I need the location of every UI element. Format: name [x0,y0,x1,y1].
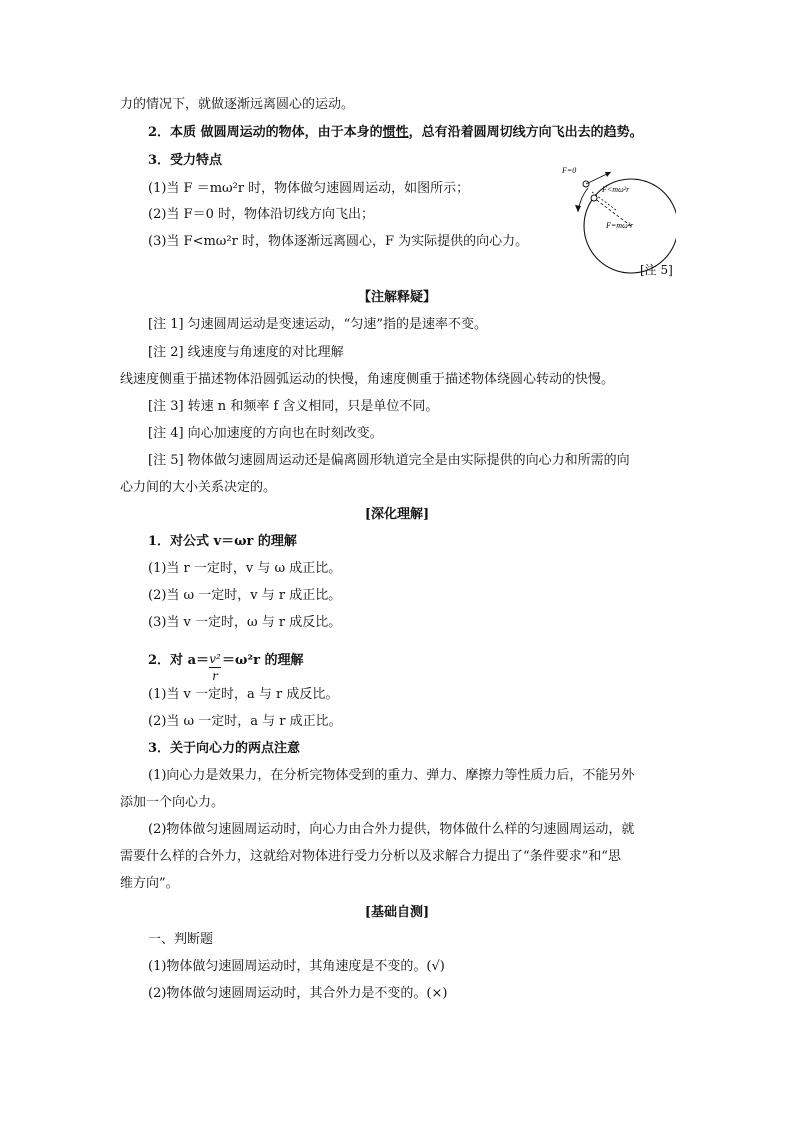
note-3: [注 3] 转速 n 和频率 f 含义相同，只是单位不同。 [148,399,439,414]
text-line: (1)当 v 一定时，a 与 r 成反比。 [148,687,339,702]
deep-item-2-prefix: 2．对 a＝ [148,653,209,668]
text-line: (2)当 F＝0 时，物体沿切线方向飞出； [148,207,374,222]
note-5: [注 5] 物体做匀速圆周运动还是偏离圆形轨道完全是由实际提供的向心力和所需的向 [148,453,630,468]
text-line: (1)当 r 一定时，v 与 ω 成正比。 [148,561,342,576]
text-line: (3)当 F<mω²r 时，物体逐渐远离圆心，F 为实际提供的向心力。 [148,234,529,249]
fraction [209,652,221,683]
note-1: [注 1] 匀速圆周运动是变速运动，“匀速”指的是速率不变。 [148,317,487,332]
quiz-item: (2)物体做匀速圆周运动时，其合外力是不变的。(×) [148,986,448,1001]
label-f-eq: F=mω²r [606,221,634,230]
text-line: (1)向心力是效果力，在分析完物体受到的重力、弹力、摩擦力等性质力后，不能另外 [148,768,635,783]
deep-item-1: 1．对公式 v＝ωr 的理解 [148,534,297,549]
text-segment: ，总有沿着圆周切线方向飞出去的趋势。 [408,125,643,140]
note-tag: [注 5] [640,263,673,277]
note-4: [注 4] 向心加速度的方向也在时刻改变。 [148,426,383,441]
underlined-term: 惯性 [382,125,409,140]
text-line: 需要什么样的合外力，这就给对物体进行受力分析以及求解合力提出了“条件要求”和“思 [120,849,621,864]
text-line: (1)当 F ＝mω²r 时，物体做匀速圆周运动，如图所示； [148,181,470,196]
object-dot [591,195,597,201]
text-line: (2)当 ω 一定时，v 与 r 成正比。 [148,588,342,603]
arrowhead [575,205,581,212]
fraction-denominator: r [212,669,218,683]
label-f-less: F<mω²r [602,185,630,194]
text-line [148,124,643,142]
fraction-numerator: v² [209,652,221,666]
quiz-heading: 一、判断题 [148,932,214,947]
text-line: (2)物体做匀速圆周运动时，向心力由合外力提供，物体做什么样的匀速圆周运动，就 [148,822,635,837]
deep-item-2-suffix: ＝ω²r 的理解 [222,653,304,668]
note-5-cont: 心力间的大小关系决定的。 [120,480,277,495]
quiz-title: [基础自测] [364,905,430,920]
text-line: 维方向”。 [120,876,179,891]
note-2: [注 2] 线速度与角速度的对比理解 [148,345,344,360]
text-line: (3)当 v 一定时，ω 与 r 成反比。 [148,615,342,630]
text-segment: 2．本质 做圆周运动的物体，由于本身的 [148,125,383,140]
section-heading: 3．受力特点 [148,153,223,168]
label-f0: F=0 [562,166,577,175]
text-line: 添加一个向心力。 [120,795,225,810]
quiz-item: (1)物体做匀速圆周运动时，其角速度是不变的。(√) [148,959,445,974]
deep-item-3: 3．关于向心力的两点注意 [148,741,301,756]
deep-title: [深化理解] [364,507,430,522]
note-2-body: 线速度侧重于描述物体沿圆弧运动的快慢，角速度侧重于描述物体绕圆心转动的快慢。 [120,372,615,387]
fraction-bar [209,667,221,668]
text-line: 力的情况下，就做逐渐远离圆心的运动。 [120,97,355,112]
notes-title: 【注解释疑】 [357,290,436,305]
text-line: (2)当 ω 一定时，a 与 r 成正比。 [148,714,342,729]
